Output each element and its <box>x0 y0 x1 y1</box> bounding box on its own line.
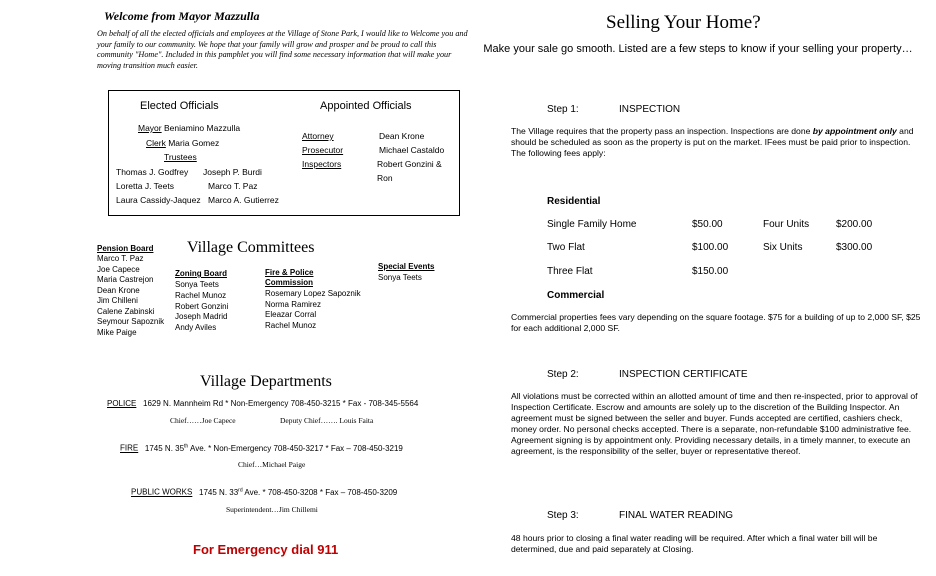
committee-member: Rosemary Lopez Sapoznik <box>265 289 361 298</box>
step2-title: INSPECTION CERTIFICATE <box>619 369 748 380</box>
step3-text: 48 hours prior to closing a final water reading will be required. After which a final water bill will be determined, due and paid separately at Closing. <box>511 533 878 554</box>
special-events-label: Special Events <box>378 262 435 271</box>
fee-type: Two Flat <box>547 242 585 253</box>
fee-amount: $200.00 <box>836 219 873 230</box>
police-label: POLICE <box>107 399 137 408</box>
trustee-name: Thomas J. Godfrey <box>116 167 189 177</box>
step3-label: Step 3: <box>547 510 579 521</box>
police-deputy-chief: Deputy Chief……. Louis Faita <box>280 416 374 425</box>
public-works-address <box>199 488 397 497</box>
step1-emphasis: by appointment only <box>812 126 897 136</box>
mayor-name: Beniamino Mazzulla <box>164 123 241 133</box>
inspector-name: Ron <box>377 173 393 183</box>
fee-amount: $50.00 <box>692 219 723 230</box>
trustee-name: Loretta J. Teets <box>116 181 174 191</box>
pension-board-label: Pension Board <box>97 244 154 253</box>
selling-subtitle: Make your sale go smooth. Listed are a few steps to know if your selling your property… <box>483 43 913 55</box>
zoning-board-label: Zoning Board <box>175 269 227 278</box>
elected-officials-heading: Elected Officials <box>140 100 219 112</box>
trustee-name: Joseph P. Burdi <box>203 167 262 177</box>
zoning-board-members <box>175 280 228 334</box>
step1-text <box>511 126 919 159</box>
committee-member: Norma Ramirez <box>265 299 322 309</box>
step2-label: Step 2: <box>547 369 579 380</box>
fee-type: Three Flat <box>547 266 593 277</box>
committee-member: Mike Paige <box>97 327 137 337</box>
fire-police-commission-label <box>265 268 313 288</box>
committee-member: Sonya Teets <box>175 280 219 289</box>
committee-member: Sonya Teets <box>378 273 422 282</box>
committee-member: Robert Gonzini <box>175 301 229 311</box>
committee-member: Rachel Munoz <box>175 290 227 300</box>
committee-member: Eleazar Corral <box>265 310 317 319</box>
committee-member: Joseph Madrid <box>175 312 228 322</box>
address-text: 1745 N. 33 <box>199 487 239 497</box>
inspectors-label: Inspectors <box>302 159 342 169</box>
step1-title: INSPECTION <box>619 104 681 115</box>
trustee-name: Marco T. Paz <box>208 181 258 191</box>
welcome-title: Welcome from Mayor Mazzulla <box>104 9 260 23</box>
ordinal-suffix: rd <box>238 487 243 493</box>
appointed-officials-heading: Appointed Officials <box>320 100 412 112</box>
ordinal-suffix: th <box>184 443 189 449</box>
inspector-name: Robert Gonzini & <box>377 159 442 169</box>
step1-text-part: and should be scheduled as soon as the property is put on the market. IFees must be paid prior to inspection. The following fees apply: <box>511 126 914 158</box>
committee-member: Joe Capece <box>97 264 140 274</box>
pension-board-members <box>97 254 164 338</box>
committee-member: Andy Aviles <box>175 323 217 333</box>
welcome-paragraph: On behalf of all the elected officials and employees at the Village of Stone Park, I would like to Welcome you and your family to our community. We hope that your family will grow and prosper and be proud to call this community "Home". Included in this pamphlet you will find some necessary information that will make your moving transition much easier. <box>97 29 468 70</box>
prosecutor-name: Michael Castaldo <box>379 145 445 155</box>
step1-text-part: The Village requires that the property pass an inspection. Inspections are done <box>511 126 813 136</box>
fee-type: Six Units <box>763 242 803 253</box>
committee-member: Maria Castrejon <box>97 275 154 284</box>
trustees-label: Trustees <box>164 152 197 162</box>
clerk-label: Clerk <box>146 138 166 148</box>
attorney-name: Dean Krone <box>379 131 425 141</box>
fire-police-commission-members <box>265 289 361 331</box>
fee-type: Four Units <box>763 219 810 230</box>
police-info: 1629 N. Mannheim Rd * Non-Emergency 708-450-3215 * Fax - 708-345-5564 <box>143 399 419 408</box>
commission-label-line: Commission <box>265 278 314 287</box>
clerk-name: Maria Gomez <box>168 138 220 148</box>
emergency-notice: For Emergency dial 911 <box>193 542 339 557</box>
trustee-name: Laura Cassidy-Jaquez <box>116 195 201 205</box>
committee-member: Dean Krone <box>97 285 140 295</box>
attorney-label: Attorney <box>302 131 334 141</box>
committees-title: Village Committees <box>187 239 315 256</box>
committee-member: Jim Chilleni <box>97 296 138 305</box>
fee-amount: $300.00 <box>836 242 873 253</box>
commission-label-line: Fire & Police <box>265 268 314 277</box>
commercial-label: Commercial <box>547 290 605 301</box>
public-works-label: PUBLIC WORKS <box>131 487 193 497</box>
step3-title: FINAL WATER READING <box>619 510 734 521</box>
committee-member: Rachel Munoz <box>265 320 317 330</box>
fire-chief: Chief…Michael Paige <box>238 460 306 469</box>
address-text: 1745 N. 35 <box>144 443 185 453</box>
address-text: Ave. * Non-Emergency 708-450-3217 * Fax – 708-450-3219 <box>188 443 403 453</box>
fire-address <box>145 444 403 453</box>
step1-label: Step 1: <box>547 104 579 115</box>
address-text: Ave. * 708-450-3208 * Fax – 708-450-3209 <box>242 487 398 497</box>
commercial-text: Commercial properties fees vary depending on the square footage. $75 for a building of up to 2,000 SF, $25 for each additional 2,000 SF. <box>511 312 921 333</box>
committee-member: Seymour Sapoznik <box>97 317 165 326</box>
fire-label: FIRE <box>120 443 139 453</box>
fee-amount: $150.00 <box>692 266 729 277</box>
committee-member: Calene Zabinski <box>97 306 155 316</box>
fee-type: Single Family Home <box>547 219 637 230</box>
fee-amount: $100.00 <box>692 242 729 253</box>
selling-title: Selling Your Home? <box>606 12 761 33</box>
step2-text: All violations must be corrected within an allotted amount of time and then re-inspected, prior to approval of Inspection Certificate. Escrow and amounts are solely up to the discretion of the Building Inspector. An agreement must be signed between the seller and buyer. Funds accepted are certified, cashiers check, money order. No personal checks accepted. There is a separate, non-refundable $100 administrative fee. Agreement signing is by appointment only. Providing necessary details, in a timely manner, to execute an agreement, is the responsibility of the seller, buyer or representative thereof. <box>511 391 918 456</box>
trustee-name: Marco A. Gutierrez <box>208 195 279 205</box>
prosecutor-label: Prosecutor <box>302 145 344 155</box>
public-works-superintendent: Superintendent…Jim Chillemi <box>226 505 318 514</box>
committee-member: Marco T. Paz <box>97 254 144 263</box>
mayor-label: Mayor <box>138 123 162 133</box>
departments-title: Village Departments <box>200 373 332 390</box>
residential-label: Residential <box>547 196 601 207</box>
police-chief: Chief……Joe Capece <box>170 416 236 425</box>
